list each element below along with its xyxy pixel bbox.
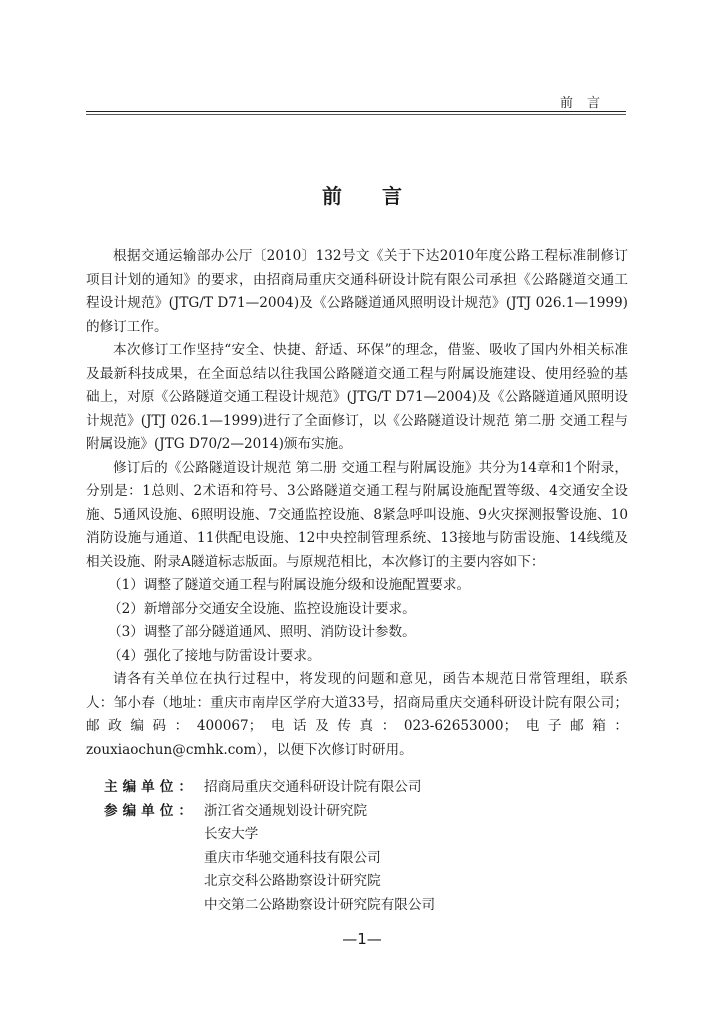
preface-body [86, 245, 628, 762]
page-title: 前言 [322, 184, 442, 208]
revision-item-4: （4）强化了接地与防雷设计要求。 [108, 647, 321, 664]
revision-item-3: （3）调整了部分隧道通风、照明、消防设计参数。 [108, 624, 416, 640]
participating-editor-label: 参编单位： [104, 802, 197, 819]
chief-editor-row [104, 776, 624, 800]
paragraph-2: 本次修订工作坚持“安全、快捷、舒适、环保”的理念，借鉴、吸收了国内外相关标准及最新科技成果，在全面总结以往我国公路隧道交通工程与附属设施建设、使用经验的基础上，对原《公路隧道交通工程设计规范》(JTG/T D71—2004)及《公路隧道通风照明设计规范》(JTJ 026.1—1999)进行了全面修订，以《公路隧道设计规范 第二册 交通工程与附属设施》(JTG D70/2—2014)颁布实施。 [86, 342, 628, 452]
participating-editor-row [104, 800, 624, 824]
participating-editor-value: 浙江省交通规划设计研究院 [204, 802, 368, 819]
chief-editor-value: 招商局重庆交通科研设计院有限公司 [204, 779, 422, 795]
participating-editor-value: 中交第二公路勘察设计研究院有限公司 [204, 896, 436, 913]
paragraph-3: 修订后的《公路隧道设计规范 第二册 交通工程与附属设施》共分为14章和1个附录，分别是：1总则、2术语和符号、3公路隧道交通工程与附属设施配置等级、4交通安全设施、5通风设施、6照明设施、7交通监控设施、8紧急呼叫设施、9火灾探测报警设施、10消防设施与通道、11供配电设施、12中央控制管理系统、13接地与防雷设施、14线缆及相关设施、附录A隧道标志版面。与原规范相比，本次修订的主要内容如下： [86, 459, 628, 570]
participating-editor-value: 长安大学 [204, 826, 259, 842]
header-rule-thin [86, 114, 626, 115]
revision-item-2: （2）新增部分交通安全设施、监控设施设计要求。 [108, 600, 416, 617]
revision-item-1: （1）调整了隧道交通工程与附属设施分级和设施配置要求。 [108, 577, 471, 593]
editors-block [104, 776, 624, 917]
page-number: —1— [342, 930, 382, 948]
participating-editor-value: 重庆市华驰交通科技有限公司 [204, 849, 381, 866]
closing-paragraph: 请各有关单位在执行过程中，将发现的问题和意见，函告本规范日常管理组，联系人：邹小春（地址：重庆市南岸区学府大道33号，招商局重庆交通科研设计院有限公司；邮政编码：400067；电话及传真：023-62653000；电子邮箱：zouxiaochun@cmhk.com），以便下次修订时研用。 [86, 671, 628, 758]
running-header: 前言 [560, 96, 615, 111]
participating-editor-value: 北京交科公路勘察设计研究院 [204, 873, 381, 889]
paragraph-1: 根据交通运输部办公厅〔2010〕132号文《关于下达2010年度公路工程标准制修订项目计划的通知》的要求，由招商局重庆交通科研设计院有限公司承担《公路隧道交通工程设计规范》(JTG/T D71—2004)及《公路隧道通风照明设计规范》(JTJ 026.1—1999)的修订工作。 [86, 248, 628, 335]
header-rule [86, 111, 626, 112]
chief-editor-label: 主编单位： [104, 779, 197, 795]
